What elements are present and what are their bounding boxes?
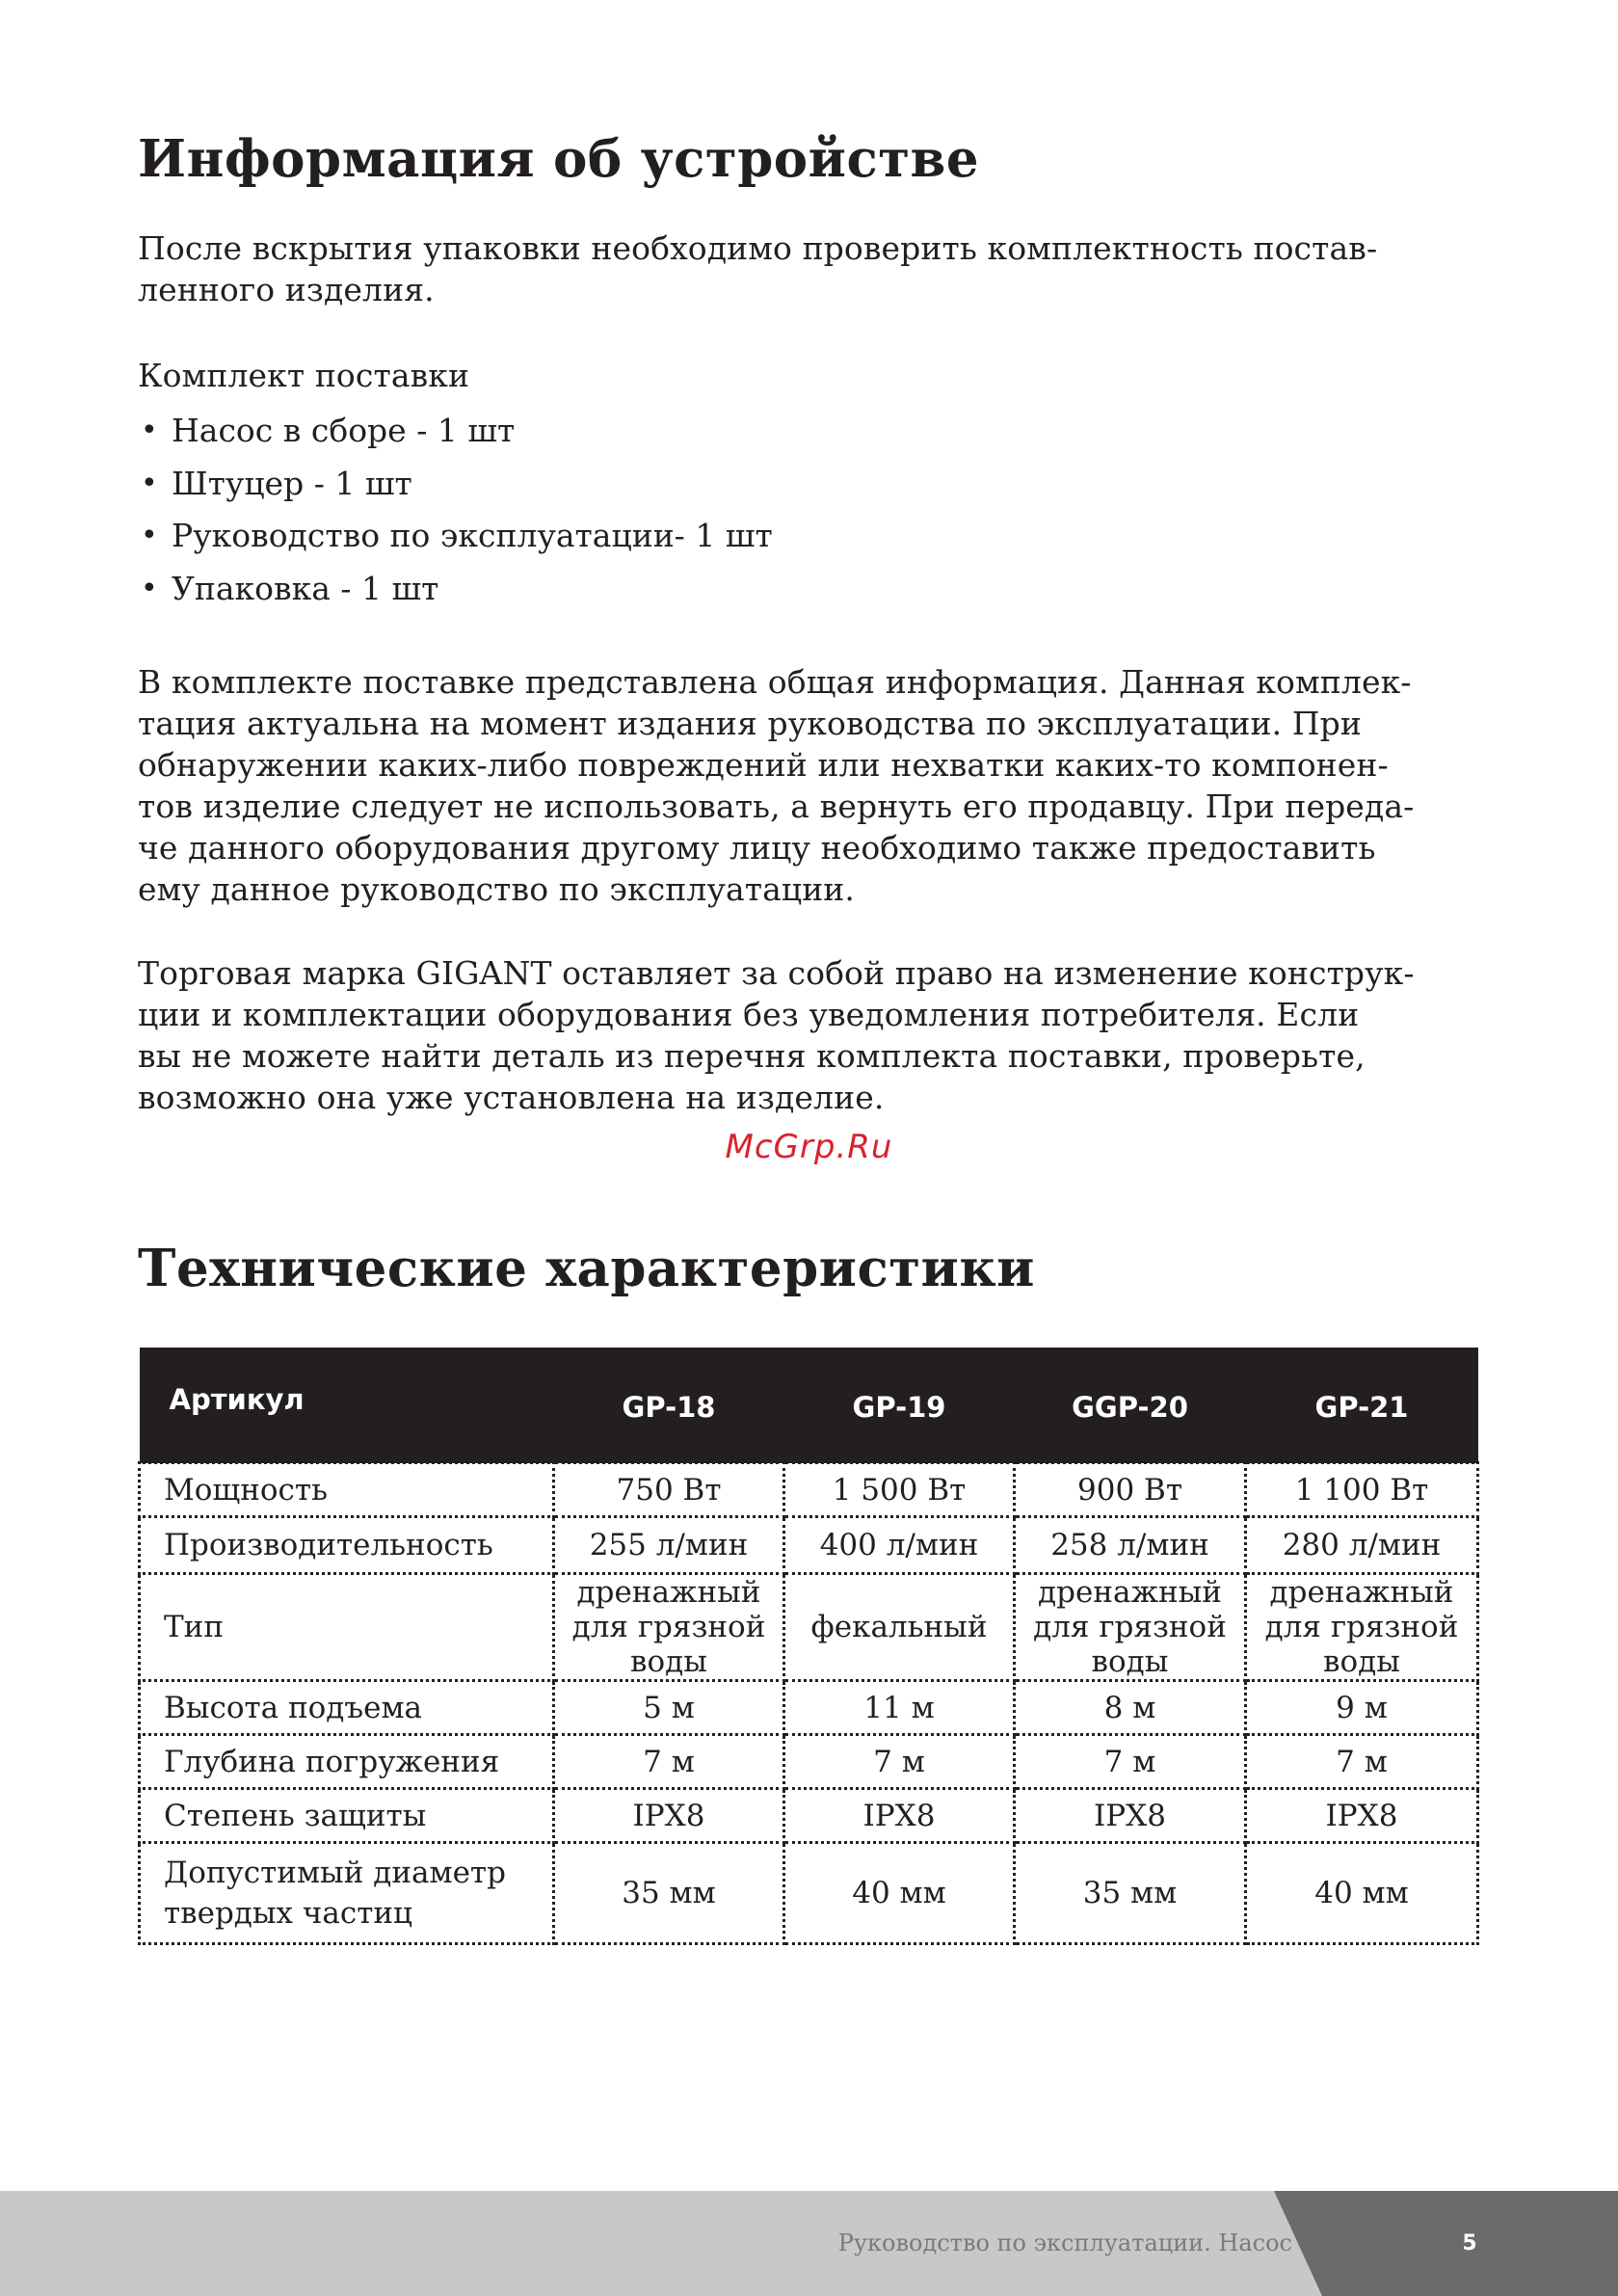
bullet-icon: • [141,519,158,552]
header-cell-model: GP-19 [784,1348,1015,1463]
table-cell: 35 мм [554,1843,784,1944]
table-cell: 900 Вт [1015,1463,1246,1517]
specs-table [138,1348,1479,1945]
row-label: Мощность [140,1463,554,1517]
text-line: Торговая марка GIGANT оставляет за собой право на изменение конструк- [138,954,1415,992]
text-line: В комплекте поставке представлена общая информация. Данная комплек- [138,663,1412,701]
row-label: Высота подъема [140,1681,554,1735]
header-cell-model: GGP-20 [1015,1348,1246,1463]
table-cell: дренажный для грязной воды [1246,1574,1478,1681]
table-header-row [140,1348,1478,1463]
table-cell: дренажный для грязной воды [554,1574,784,1681]
text-line: После вскрытия упаковки необходимо проверить комплектность постав- [138,229,1378,267]
table-row [140,1789,1478,1843]
table-cell: 1 500 Вт [784,1463,1015,1517]
text-line: возможно она уже установлена на изделие. [138,1079,885,1116]
trademark-paragraph [138,952,1487,1118]
table-cell: 40 мм [1246,1843,1478,1944]
table-row [140,1681,1478,1735]
header-cell-article: Артикул [140,1348,554,1463]
text-line: ции и комплектации оборудования без уведомления потребителя. Если [138,996,1360,1033]
table-row [140,1843,1478,1944]
list-item: • Штуцер - 1 шт [138,458,773,511]
table-cell: 750 Вт [554,1463,784,1517]
table-cell: IPX8 [1015,1789,1246,1843]
table-cell: 1 100 Вт [1246,1463,1478,1517]
section-title-device-info: Информация об устройстве [138,129,980,189]
table-cell: 11 м [784,1681,1015,1735]
table-cell: 35 мм [1015,1843,1246,1944]
table-cell: 7 м [554,1735,784,1789]
text-line: тов изделие следует не использовать, а вернуть его продавцу. При переда- [138,788,1415,825]
header-cell-model: GP-21 [1246,1348,1478,1463]
table-cell: 8 м [1015,1681,1246,1735]
table-cell: IPX8 [554,1789,784,1843]
table-cell: 255 л/мин [554,1517,784,1574]
table-cell: 400 л/мин [784,1517,1015,1574]
table-cell: IPX8 [1246,1789,1478,1843]
table-cell: фекальный [784,1574,1015,1681]
intro-paragraph [138,227,1487,310]
table-cell: 5 м [554,1681,784,1735]
table-cell: 280 л/мин [1246,1517,1478,1574]
text-line: ленного изделия. [138,271,435,308]
row-label: Тип [140,1574,554,1681]
page-number: 5 [1462,2231,1477,2256]
table-row [140,1735,1478,1789]
kit-heading: Комплект поставки [138,357,470,394]
row-label: Допустимый диаметр твердых частиц [140,1843,554,1944]
list-item: • Руководство по эксплуатации- 1 шт [138,510,773,563]
table-cell: 258 л/мин [1015,1517,1246,1574]
table-cell: IPX8 [784,1789,1015,1843]
watermark: McGrp.Ru [725,1128,893,1166]
table-cell: 9 м [1246,1681,1478,1735]
text-line: ему данное руководство по эксплуатации. [138,870,855,908]
table-cell: 40 мм [784,1843,1015,1944]
footer-dark-shape [0,2191,1618,2296]
table-cell: 7 м [1015,1735,1246,1789]
table-cell: 7 м [1246,1735,1478,1789]
row-label: Производительность [140,1517,554,1574]
table-cell: дренажный для грязной воды [1015,1574,1246,1681]
list-item: • Насос в сборе - 1 шт [138,405,773,458]
bullet-icon: • [141,571,158,605]
table-row [140,1463,1478,1517]
kit-list [138,405,773,615]
text-line: тация актуальна на момент издания руководства по эксплуатации. При [138,705,1362,742]
header-cell-model: GP-18 [554,1348,784,1463]
row-label: Глубина погружения [140,1735,554,1789]
text-line: обнаружении каких-либо повреждений или нехватки каких-то компонен- [138,746,1389,784]
text-line: че данного оборудования другому лицу необходимо также предоставить [138,829,1376,867]
section-title-specs: Технические характеристики [138,1239,1035,1298]
text-line: вы не можете найти деталь из перечня комплекта поставки, проверьте, [138,1037,1366,1075]
list-item: • Упаковка - 1 шт [138,563,773,616]
footer-title: Руководство по эксплуатации. Насос [837,2229,1292,2256]
table-row [140,1517,1478,1574]
table-cell: 7 м [784,1735,1015,1789]
row-label: Степень защиты [140,1789,554,1843]
table-row [140,1574,1478,1681]
kit-info-paragraph [138,661,1487,910]
bullet-icon: • [141,466,158,500]
footer [0,2191,1618,2296]
bullet-icon: • [141,414,158,447]
